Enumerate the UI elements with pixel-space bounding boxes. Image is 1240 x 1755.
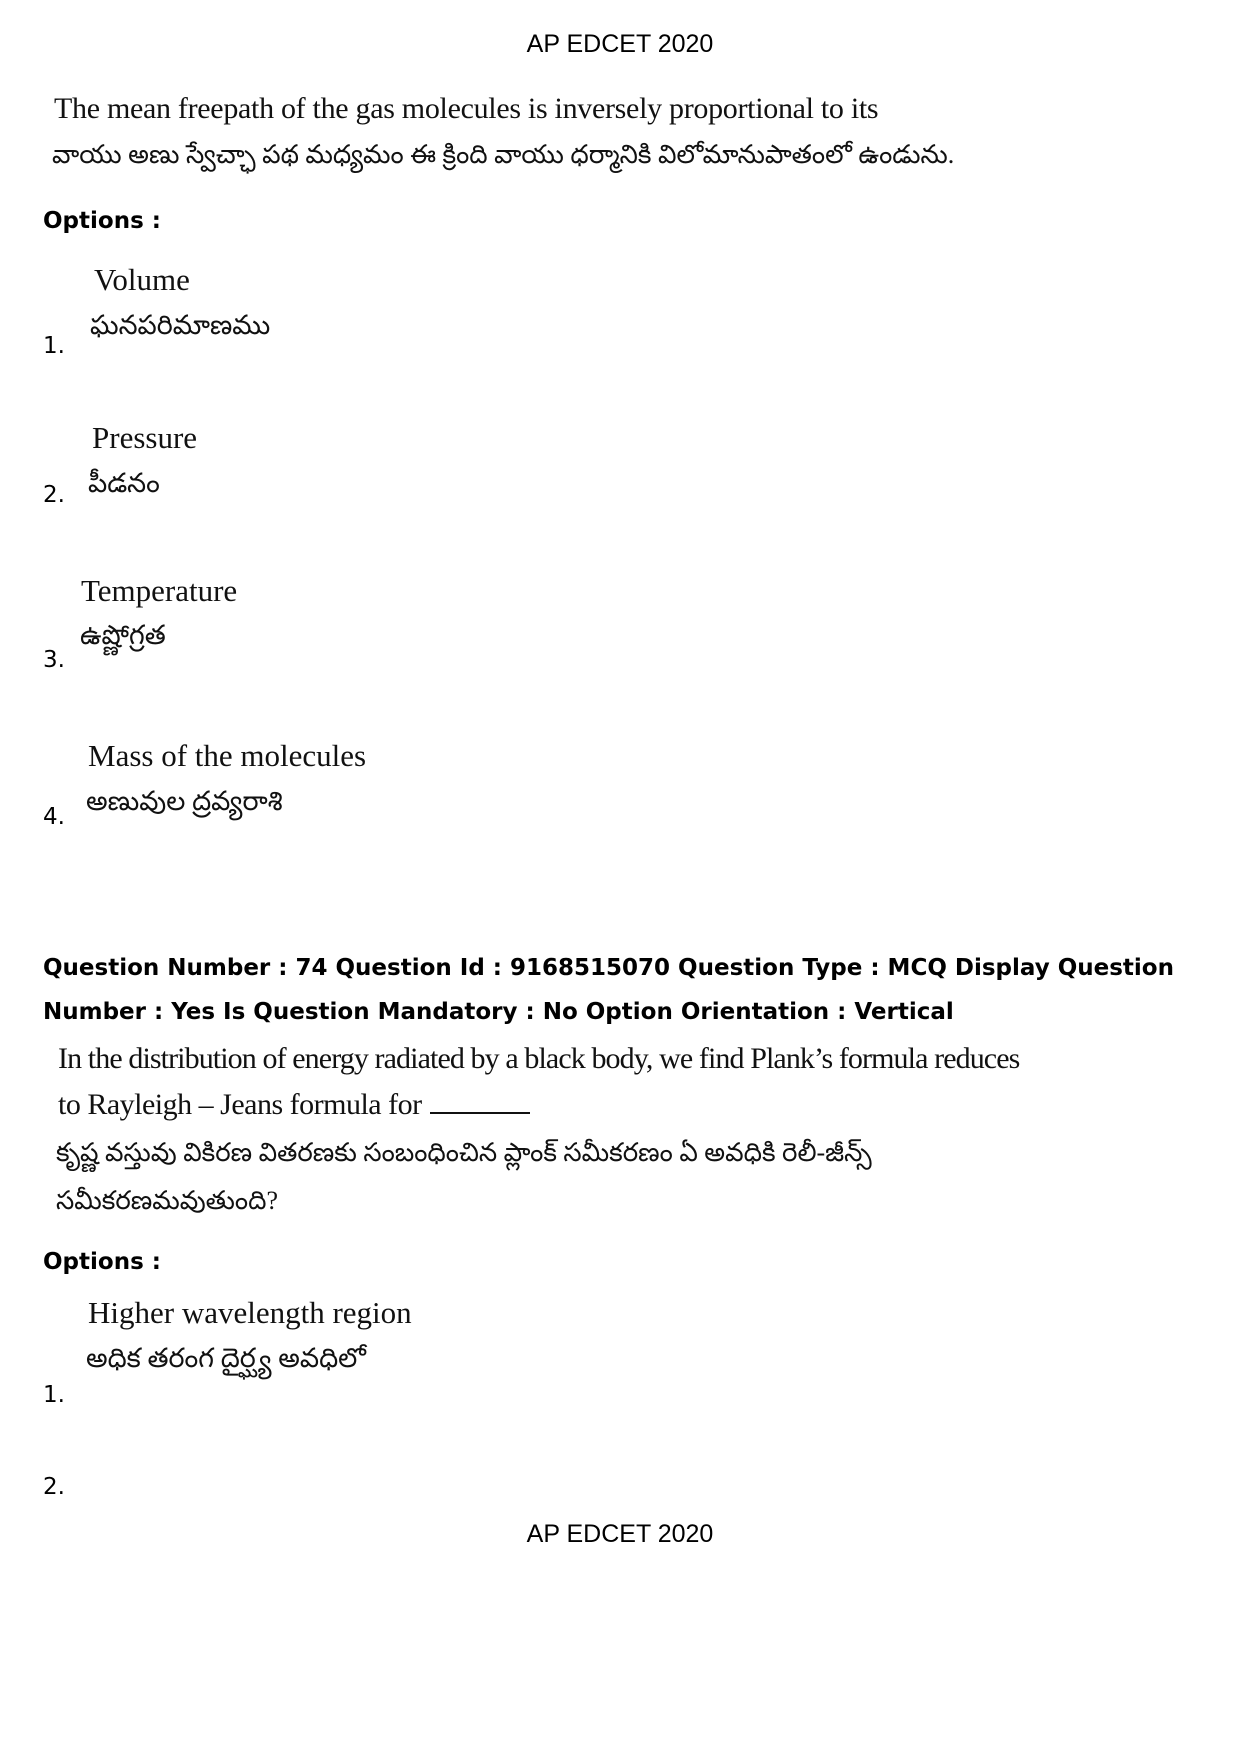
option-4-number: 4. [43, 804, 65, 830]
option-1-number: 1. [43, 333, 65, 359]
q74-option-2-number: 2. [43, 1474, 65, 1500]
q74-option-1-number: 1. [43, 1382, 65, 1408]
question-meta-line-1: Question Number : 74 Question Id : 9168515070 Question Type : MCQ Display Question [43, 955, 1174, 981]
option-1-telugu: ఘనపరిమాణము [90, 310, 271, 340]
option-2-number: 2. [43, 482, 65, 508]
option-2-telugu: పీడనం [88, 468, 160, 498]
q74-option-1-telugu: అధిక తరంగ దైర్ఘ్య అవధిలో [86, 1343, 366, 1373]
option-4-telugu: అణువుల ద్రవ్యరాశి [86, 786, 283, 816]
question-text-english-line-1: In the distribution of energy radiated by a black body, we find Plank’s formula reduces [58, 1042, 1020, 1075]
options-label-2: Options : [43, 1249, 161, 1275]
question-text-english-line-2-text: to Rayleigh – Jeans formula for [58, 1088, 422, 1121]
option-3-english: Temperature [81, 573, 238, 608]
question-text-telugu-line-2: సమీకరణమవుతుంది? [56, 1186, 278, 1215]
options-label: Options : [43, 208, 161, 234]
option-3-number: 3. [43, 647, 65, 673]
answer-blank [430, 1090, 530, 1114]
option-2-english: Pressure [92, 420, 198, 455]
option-3-telugu: ఉష్ణోగ్రత [80, 620, 166, 650]
option-4-english: Mass of the molecules [88, 738, 367, 773]
question-text-english-line-2 [58, 1088, 530, 1122]
question-text-telugu: వాయు అణు స్వేచ్ఛా పథ మధ్యమం ఈ క్రింది వాయు ధర్మానికి విలోమానుపాతంలో ఉండును. [52, 140, 955, 169]
question-text-telugu-line-1: కృష్ణ వస్తువు వికిరణ వితరణకు సంబంధించిన ప్లాంక్ సమీకరణం ఏ అవధికి రెలీ-జీన్స్ [56, 1138, 872, 1167]
question-meta-line-2: Number : Yes Is Question Mandatory : No Option Orientation : Vertical [43, 999, 954, 1025]
option-1-english: Volume [94, 262, 190, 297]
page-header: AP EDCET 2020 [526, 30, 714, 58]
q74-option-1-english: Higher wavelength region [88, 1295, 412, 1330]
page-footer: AP EDCET 2020 [526, 1520, 714, 1548]
question-text-english: The mean freepath of the gas molecules is inversely proportional to its [54, 92, 879, 125]
